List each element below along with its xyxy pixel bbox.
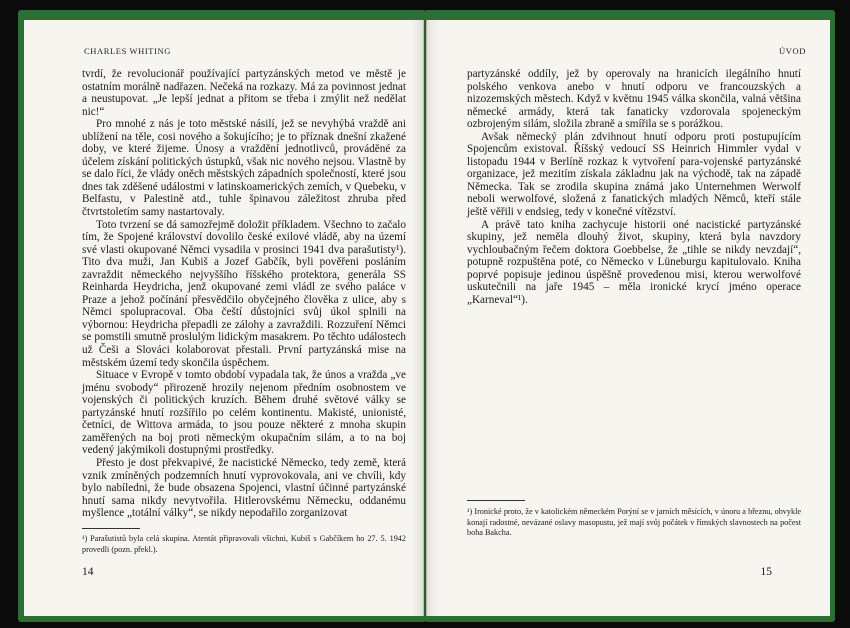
paragraph: Situace v Evropě v tomto období vypadala tak, že únos a vražda „ve jménu svobody“ přirozeně hrozily nejenom předním osobnostem ve vojenských či politických kruzích. Během druhé světové války se partyzánské hnutí rozšířilo po celém kontinentu. Makisté, unionisté, četníci, de Wittova armáda, to jsou pouze některé z mnoha skupin zaměřených na boj proti německým okupačním silám, a to na boj vedený jakýmikoli dostupnými prostředky.	[82, 369, 406, 457]
paragraph: tvrdí, že revolucionář používající partyzánských metod ve městě je ostatním morálně nadřazen. Nečeká na rozkazy. Má za povinnost jednat a neustupovat. „Je lepší jednat a přitom se třeba i zmýlit než nedělat nic!“	[82, 68, 406, 118]
body-text	[82, 68, 406, 520]
page-number: 15	[760, 566, 772, 578]
paragraph: Toto tvrzení se dá samozřejmě doložit příkladem. Všechno to začalo tím, že Spojené království dovolilo české exilové vládě, aby na území své vlasti okupované Němci vysadila v prosinci 1941 dva parašutisty¹). Tito dva muži, Jan Kubiš a Jozef Gabčík, byli pověřeni posláním zavraždit německého nejvyššího říšského protektora, generála SS Reinharda Heydricha, jenž okupované zemi vládl ze svého paláce v Praze a jehož počínání přesvědčilo obyčejného člověka z ulice, aby s Němci spolupracoval. Oba čeští důstojníci svůj úkol splnili na výbornou: Heydricha přepadli ze zálohy a zavraždili. Rozzuření Němci se pomstili smutně proslulým lidickým masakrem. Po těchto událostech už Češi a Slováci kolaborovat přestali. První partyzánská mise na městském území tedy skončila úspěchem.	[82, 218, 406, 369]
paragraph: partyzánské oddíly, jež by operovaly na hranicích ilegálního hnutí polského venkova anebo v hnutí odporu ve francouzských a nizozemských městech. Když v květnu 1945 válka skončila, valná většina německé armády, která tak fanaticky vzdorovala spojeneckým ozbrojeným silám, složila zbraně a smířila se s porážkou.	[467, 68, 801, 131]
footnote: ¹) Parašutistů byla celá skupina. Atentát připravovali všichni, Kubiš s Gabčíkem ho 27. 5. 1942 provedli (pozn. překl.).	[82, 534, 406, 554]
body-text	[467, 68, 801, 306]
running-head: CHARLES WHITING	[84, 46, 171, 56]
footnote: ¹) Ironické proto, že v katolickém německém Porýní se v jarních měsících, v únoru a březnu, obvykle konají radostné, nevázané oslavy masopustu, jež mají svůj počátek v římských slavnostech na počest boha Bakcha.	[467, 507, 801, 537]
paragraph: Pro mnohé z nás je toto městské násilí, jež se nevyhýbá vraždě ani ublížení na těle, cosi nového a šokujícího; je to příznak dnešní zkažené doby, ve které žijeme. Únosy a vraždění jednotlivců, prováděné za účelem získání politických ústupků, však nic nového nejsou. Vlastně by se dalo říci, že vlády oněch městských západních společností, které jsou dnes tak zděšené událostmi v latinskoamerických zemích, v Quebeku, v Belfastu, v Palestině atd., tuhle špinavou záležitost zhruba před čtvrtstoletím samy nastartovaly.	[82, 118, 406, 219]
running-head: ÚVOD	[779, 46, 806, 56]
left-page	[24, 20, 424, 616]
page-number: 14	[82, 566, 94, 578]
right-page	[426, 20, 830, 616]
footnote-rule	[467, 500, 525, 501]
paragraph: A právě tato kniha zachycuje historii oné nacistické partyzánské skupiny, jež neměla dlouhý život, skupiny, která byla navzdory vychloubačným řečem doktora Goebbelse, že „tihle se nikdy nevzdají“, potupně rozpuštěna poté, co Německo v Lüneburgu kapitulovalo. Kniha poprvé popisuje jedinou úspěšně provedenou misi, kterou werwolfové uskutečnili na jaře 1945 – měla ironické krycí jméno operace „Karneval“¹).	[467, 218, 801, 306]
footnote-rule	[82, 528, 140, 529]
paragraph: Přesto je dost překvapivé, že nacistické Německo, tedy země, která vznik zmíněných podzemních hnutí vyprovokovala, ani ve chvíli, kdy bylo nabíledni, že bude obsazena Spojenci, vlastní účinné partyzánské hnutí sama nikdy nevytvořila. Hitlerovskému Německu, oddanému myšlence „totální války“, se nikdy nepodařilo zorganizovat	[82, 456, 406, 520]
paragraph: Avšak německý plán zdvihnout hnutí odporu proti postupujícím Spojencům existoval. Říšský vedoucí SS Heinrich Himmler vydal v listopadu 1944 v Berlíně rozkaz k vytvoření para-vojenské partyzánské organizace, jež mezitím získala základnu jak na východě, tak na západě Německa. Tak se zrodila skupina známá jako Unternehmen Werwolf neboli werwolfové, složená z fanatických mladých Němců, kteří stále ještě věřili v endsieg, tedy v konečné vítězství.	[467, 130, 801, 219]
